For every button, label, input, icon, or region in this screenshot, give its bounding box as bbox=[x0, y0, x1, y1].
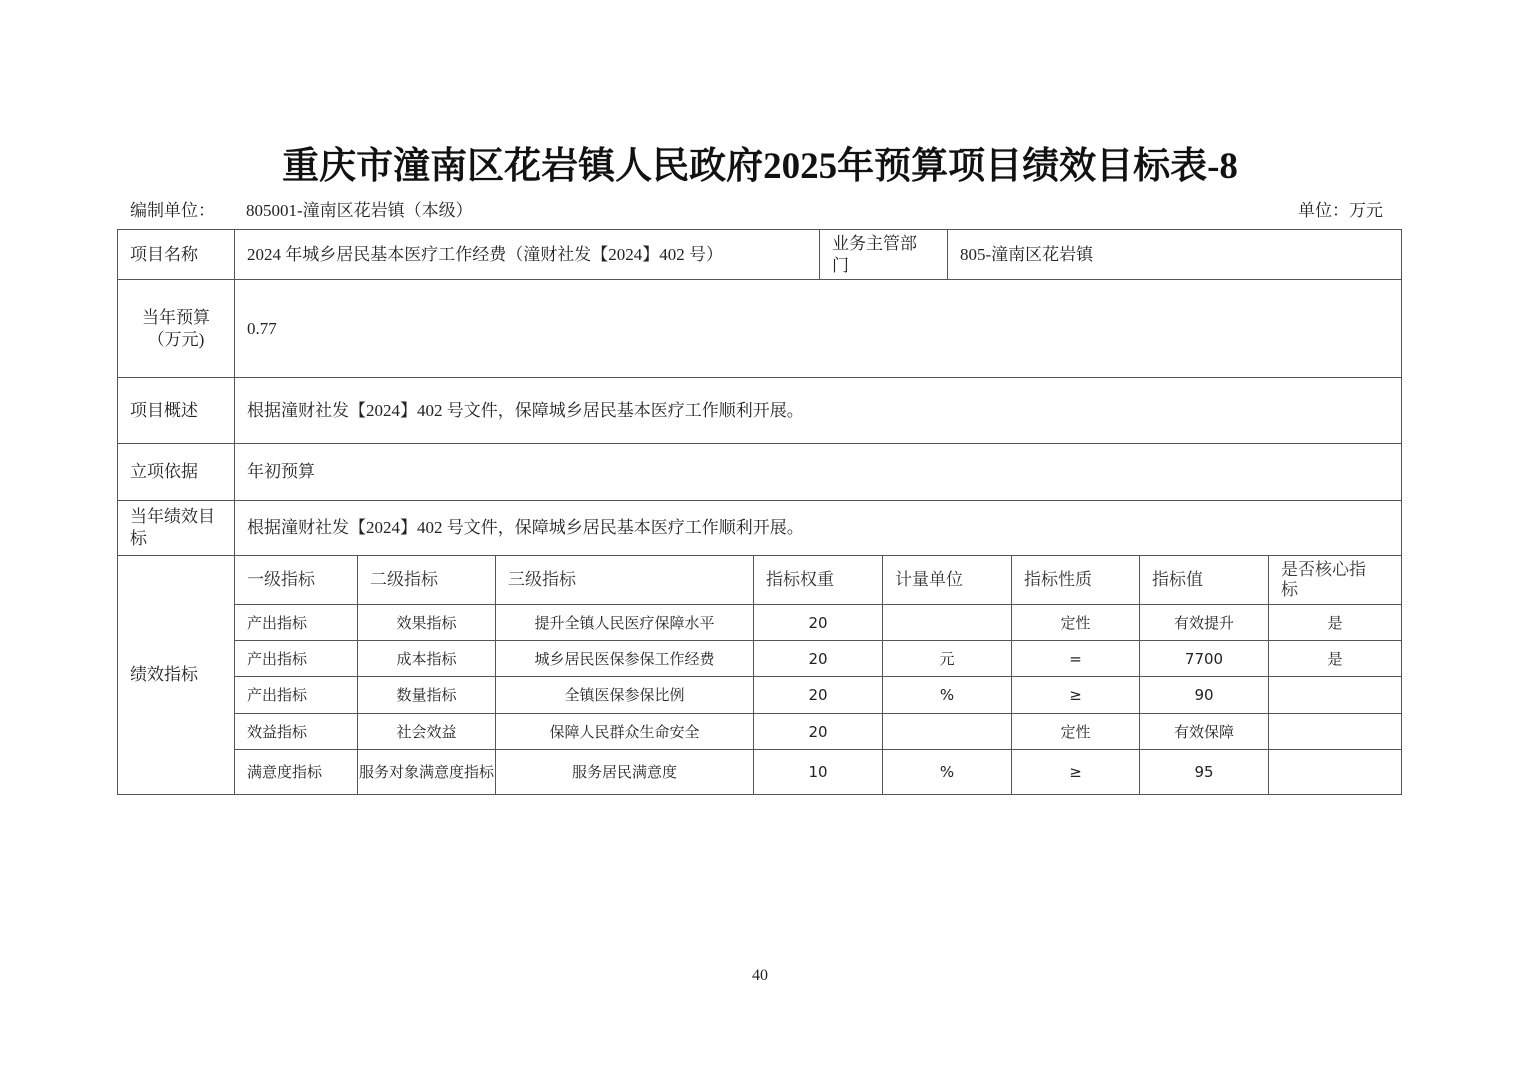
cell-level3: 城乡居民医保参保工作经费 bbox=[496, 641, 754, 677]
budget-label-text: 当年预算（万元) bbox=[142, 307, 210, 349]
page-title: 重庆市潼南区花岩镇人民政府2025年预算项目绩效目标表-8 bbox=[282, 146, 1238, 187]
compiler-value: 805001-潼南区花岩镇（本级） bbox=[246, 201, 473, 220]
header-unit: 计量单位 bbox=[883, 556, 1012, 605]
header-core-text: 是否核心指标 bbox=[1281, 560, 1366, 600]
project-name-label: 项目名称 bbox=[118, 230, 235, 280]
cell-level2: 服务对象满意度指标 bbox=[358, 750, 496, 794]
cell-nature: ≥ bbox=[1012, 677, 1140, 714]
dept-label bbox=[820, 230, 948, 280]
cell-nature: = bbox=[1012, 641, 1140, 677]
cell-level3: 全镇医保参保比例 bbox=[496, 677, 754, 714]
cell-level3: 保障人民群众生命安全 bbox=[496, 714, 754, 750]
cell-weight: 20 bbox=[754, 677, 883, 714]
cell-nature: 定性 bbox=[1012, 605, 1140, 641]
cell-value: 有效提升 bbox=[1140, 605, 1269, 641]
cell-value: 95 bbox=[1140, 750, 1269, 794]
dept-value: 805-潼南区花岩镇 bbox=[948, 230, 1401, 280]
cell-core bbox=[1269, 750, 1401, 794]
cell-level1: 满意度指标 bbox=[235, 750, 358, 794]
cell-level3: 提升全镇人民医疗保障水平 bbox=[496, 605, 754, 641]
cell-unit: 元 bbox=[883, 641, 1012, 677]
header-level1: 一级指标 bbox=[235, 556, 358, 605]
budget-label bbox=[118, 280, 235, 378]
performance-table bbox=[117, 229, 1402, 795]
cell-level2: 社会效益 bbox=[358, 714, 496, 750]
header-value: 指标值 bbox=[1140, 556, 1269, 605]
cell-level3: 服务居民满意度 bbox=[496, 750, 754, 794]
cell-core bbox=[1269, 677, 1401, 714]
cell-value: 7700 bbox=[1140, 641, 1269, 677]
cell-core bbox=[1269, 714, 1401, 750]
overview-value: 根据潼财社发【2024】402 号文件，保障城乡居民基本医疗工作顺利开展。 bbox=[235, 378, 1401, 444]
cell-nature: 定性 bbox=[1012, 714, 1140, 750]
header-level2: 二级指标 bbox=[358, 556, 496, 605]
cell-unit: % bbox=[883, 677, 1012, 714]
dept-label-text: 业务主管部门 bbox=[832, 233, 917, 275]
cell-level1: 效益指标 bbox=[235, 714, 358, 750]
header-nature: 指标性质 bbox=[1012, 556, 1140, 605]
project-name-value: 2024 年城乡居民基本医疗工作经费（潼财社发【2024】402 号） bbox=[235, 230, 820, 280]
cell-nature: ≥ bbox=[1012, 750, 1140, 794]
cell-weight: 20 bbox=[754, 641, 883, 677]
compiler-label: 编制单位： bbox=[130, 201, 215, 220]
overview-label: 项目概述 bbox=[118, 378, 235, 444]
basis-value: 年初预算 bbox=[235, 444, 1401, 501]
cell-unit bbox=[883, 714, 1012, 750]
cell-unit: % bbox=[883, 750, 1012, 794]
goal-label-text: 当年绩效目标 bbox=[130, 507, 215, 548]
cell-level1: 产出指标 bbox=[235, 605, 358, 641]
basis-label: 立项依据 bbox=[118, 444, 235, 501]
cell-level1: 产出指标 bbox=[235, 677, 358, 714]
cell-level2: 成本指标 bbox=[358, 641, 496, 677]
cell-value: 90 bbox=[1140, 677, 1269, 714]
header-core bbox=[1269, 556, 1401, 605]
page-number: 40 bbox=[752, 967, 768, 984]
cell-core: 是 bbox=[1269, 641, 1401, 677]
cell-level2: 数量指标 bbox=[358, 677, 496, 714]
indicators-label: 绩效指标 bbox=[118, 556, 235, 794]
compiler-info bbox=[130, 196, 473, 221]
cell-core: 是 bbox=[1269, 605, 1401, 641]
cell-unit bbox=[883, 605, 1012, 641]
cell-value: 有效保障 bbox=[1140, 714, 1269, 750]
header-level3: 三级指标 bbox=[496, 556, 754, 605]
goal-label bbox=[118, 501, 235, 556]
unit-label: 单位：万元 bbox=[1298, 201, 1383, 220]
cell-weight: 20 bbox=[754, 605, 883, 641]
cell-weight: 20 bbox=[754, 714, 883, 750]
cell-level2: 效果指标 bbox=[358, 605, 496, 641]
goal-value: 根据潼财社发【2024】402 号文件，保障城乡居民基本医疗工作顺利开展。 bbox=[235, 501, 1401, 556]
budget-value: 0.77 bbox=[235, 280, 1401, 378]
cell-level1: 产出指标 bbox=[235, 641, 358, 677]
header-weight: 指标权重 bbox=[754, 556, 883, 605]
cell-weight: 10 bbox=[754, 750, 883, 794]
